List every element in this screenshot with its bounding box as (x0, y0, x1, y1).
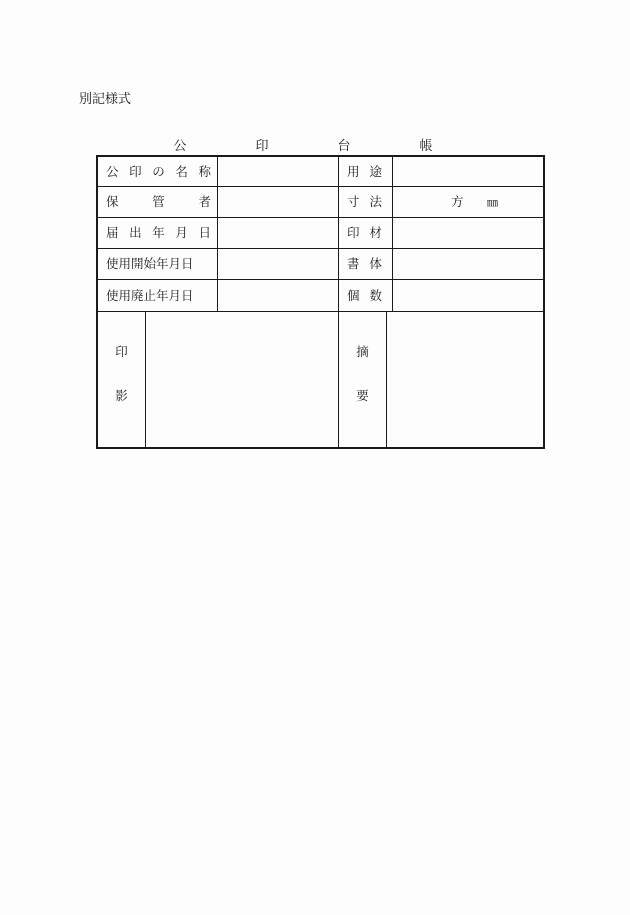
label-seal-name: 公 印 の 名 称 (106, 163, 211, 179)
seal-impression-area[interactable] (146, 312, 338, 447)
purpose-value[interactable] (393, 157, 543, 186)
remarks-area[interactable] (387, 312, 543, 447)
custodian-value[interactable] (218, 187, 338, 217)
label-purpose: 用 途 (347, 163, 382, 179)
page-title: 公 印 台 帳 (173, 139, 461, 154)
label-quantity: 個 数 (347, 287, 382, 303)
label-typeface: 書 体 (347, 256, 382, 271)
label-seal-material: 印 材 (347, 225, 382, 240)
end-date-value[interactable] (218, 280, 338, 311)
label-end-date: 使用廃止年月日 (106, 287, 194, 303)
label-remarks: 摘 要 (356, 344, 369, 403)
start-date-value[interactable] (218, 249, 338, 279)
dimensions-value[interactable] (393, 187, 543, 217)
label-dimensions: 寸 法 (347, 194, 382, 209)
seal-material-value[interactable] (393, 218, 543, 248)
registration-date-value[interactable] (218, 218, 338, 248)
seal-name-value[interactable] (218, 157, 338, 186)
ledger-table (96, 155, 545, 449)
size-unit-prefix: 方 (451, 194, 464, 209)
size-unit: ㎜ (487, 196, 498, 209)
form-id: 別記様式 (79, 92, 132, 107)
table-border-right (543, 155, 545, 449)
table-border-bottom (96, 447, 545, 449)
label-seal-impression: 印 影 (115, 344, 128, 403)
typeface-value[interactable] (393, 249, 543, 279)
label-registration-date: 届 出 年 月 日 (106, 225, 211, 240)
label-custodian: 保 管 者 (106, 194, 211, 209)
label-start-date: 使用開始年月日 (106, 256, 194, 271)
quantity-value[interactable] (393, 280, 543, 311)
